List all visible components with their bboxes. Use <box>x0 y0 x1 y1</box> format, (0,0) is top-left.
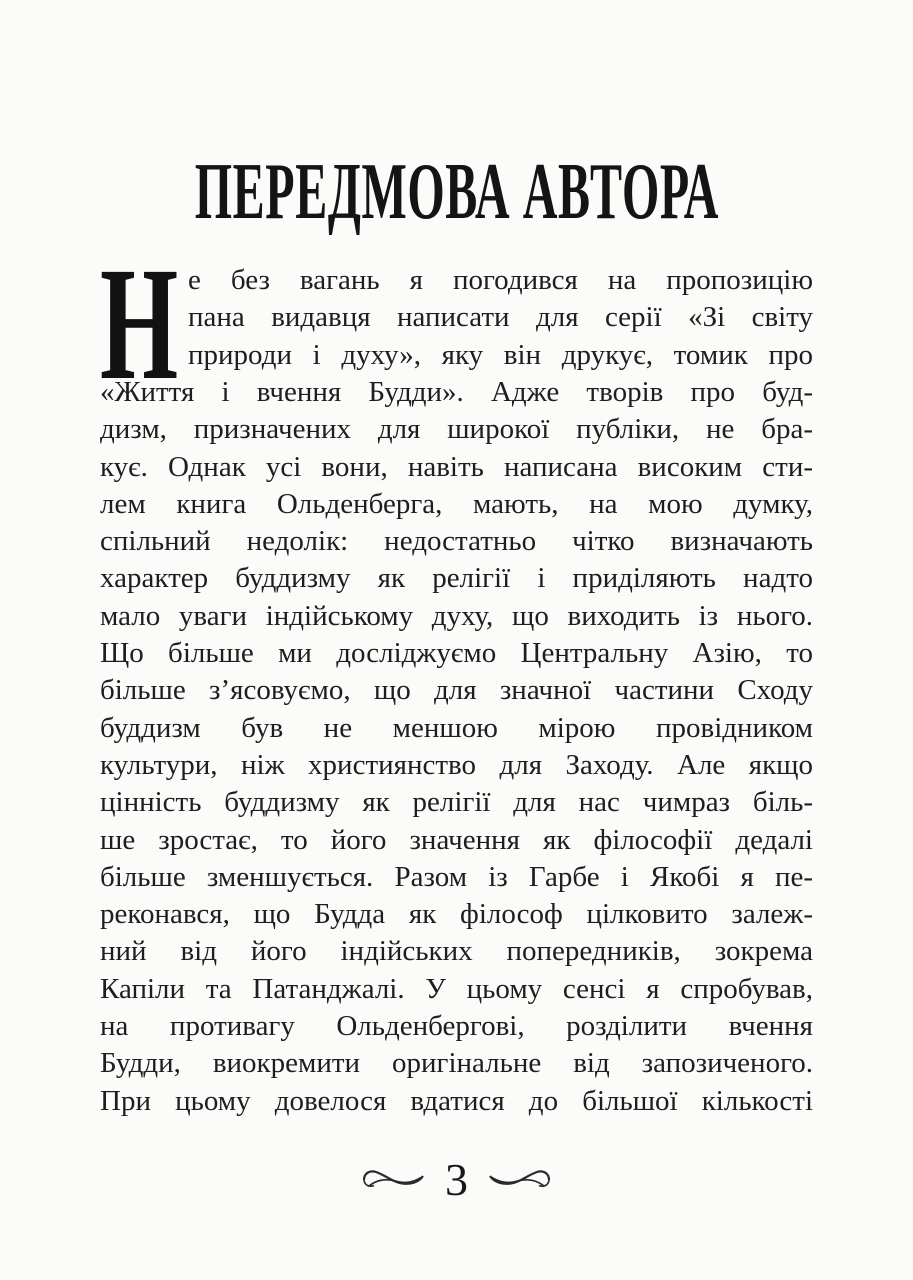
text-line: кує. Однак усі вони, навіть написана високим сти- <box>100 450 813 483</box>
text-line: природи і духу», яку він друкує, томик про <box>188 338 813 371</box>
text-line: на противагу Ольденбергові, розділити вчення <box>100 1010 813 1043</box>
chapter-heading <box>0 146 913 242</box>
text-line: більше з’ясовуємо, що для значної частини Сходу <box>100 674 813 707</box>
text-line: Капіли та Патанджалі. У цьому сенсі я спробував, <box>100 972 813 1005</box>
page-number: 3 <box>445 1154 468 1205</box>
text-line: ше зростає, то його значення як філософії дедалі <box>100 823 813 856</box>
text-line: пана видавця написати для серії «Зі світу <box>188 301 813 334</box>
page-footer <box>0 1150 913 1210</box>
text-line: реконався, що Будда як філософ цілковито залеж- <box>100 898 813 931</box>
text-line: дизм, призначених для широкої публіки, не бра- <box>100 413 813 446</box>
dropcap-box <box>100 235 188 414</box>
text-line: буддизм був не меншою мірою провідником <box>100 711 813 744</box>
dropcap-letter: Н <box>100 235 179 414</box>
text-line: «Життя і вчення Будди». Адже творів про буд- <box>100 376 813 408</box>
text-line: цінність буддизму як релігії для нас чимраз біль- <box>100 786 813 819</box>
page-title: ПЕРЕДМОВА АВТОРА <box>194 148 719 236</box>
text-line: характер буддизму як релігії і приділяють надто <box>100 562 813 595</box>
paragraph-lines <box>100 374 813 1120</box>
text-line: лем книга Ольденберга, мають, на мою думку, <box>100 487 813 520</box>
preface-text <box>100 235 813 1120</box>
text-line: спільний недолік: недостатньо чітко визначають <box>100 525 813 558</box>
text-line: мало уваги індійському духу, що виходить із нього. <box>100 599 813 632</box>
text-line: При цьому довелося вдатися до більшої кількості <box>100 1084 813 1117</box>
text-line: культури, ніж християнство для Заходу. Але якщо <box>100 748 813 781</box>
text-line: ний від його індійських попередників, зокрема <box>100 935 813 968</box>
text-line: Будди, виокремити оригінальне від запозиченого. <box>100 1047 813 1080</box>
opening-lines <box>188 262 813 374</box>
flourish-left-icon <box>361 1166 425 1194</box>
text-line: Що більше ми досліджуємо Центральну Азію, то <box>100 637 813 670</box>
flourish-right-icon <box>488 1166 552 1194</box>
text-line: більше зменшується. Разом із Гарбе і Якобі я пе- <box>100 860 813 893</box>
text-line: е без вагань я погодився на пропозицію <box>188 264 813 296</box>
